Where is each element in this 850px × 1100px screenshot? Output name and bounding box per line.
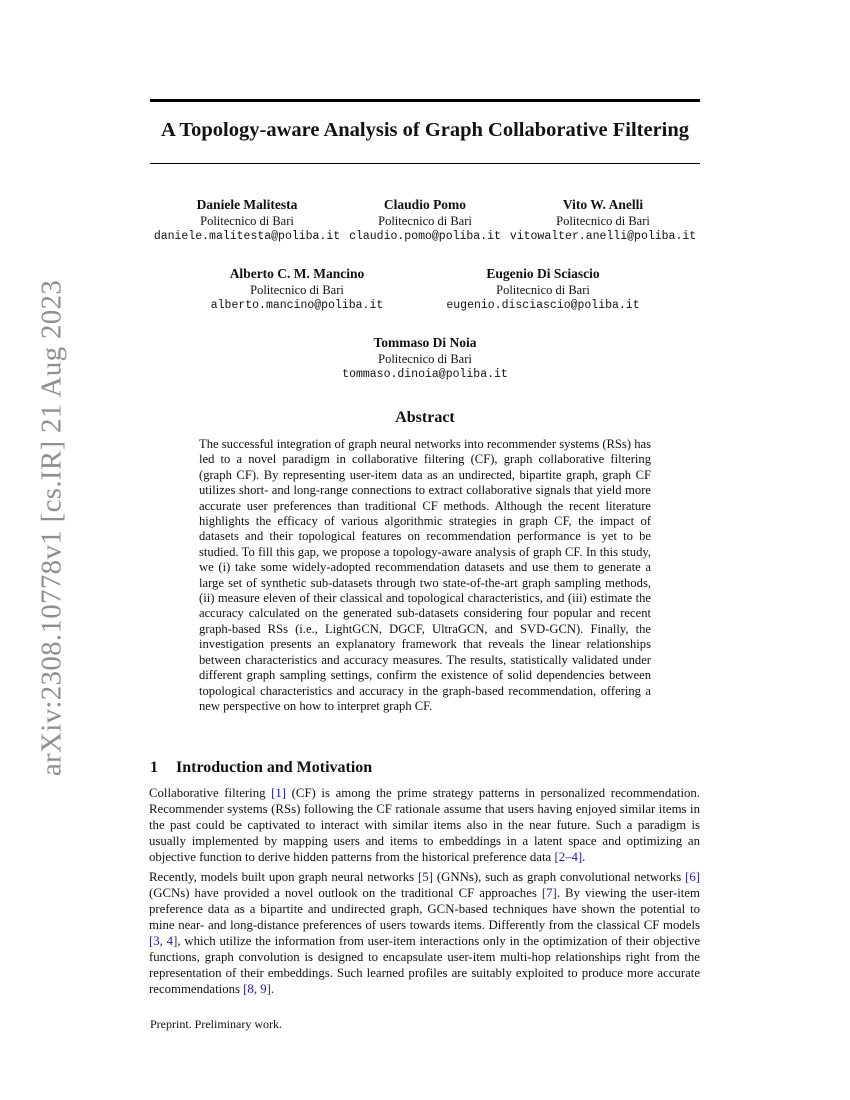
author-affiliation: Politecnico di Bari <box>556 214 650 228</box>
author-email[interactable]: tommaso.dinoia@poliba.it <box>342 368 508 381</box>
author-affiliation: Politecnico di Bari <box>378 352 472 366</box>
author-block <box>147 196 347 245</box>
paragraph-text: . <box>582 850 586 864</box>
author-email[interactable]: vitowalter.anelli@poliba.it <box>509 230 697 243</box>
author-affiliation: Politecnico di Bari <box>200 214 294 228</box>
paragraph-text: Recently, models built upon graph neural networks <box>149 870 419 884</box>
arxiv-identifier-stamp: arXiv:2308.10778v1 [cs.IR] 21 Aug 2023 <box>35 279 68 777</box>
paragraph-text: (GNNs), such as graph convolutional networks <box>432 870 686 884</box>
paragraph-text: Collaborative filtering <box>149 786 272 800</box>
paragraph-text: (CF) is among the prime strategy patterns in personalized recommendation. Recommender systems (RSs) following the CF rationale assume that users having enjoyed similar items in the past could be captivated to interact with similar items also in the near future. Such a paradigm is usually implemented by mapping users and items to embeddings in a latent space and optimizing an objective function to derive hidden patterns from the historical preference data <box>149 786 701 864</box>
author-block <box>503 196 703 245</box>
body-paragraph <box>149 869 700 997</box>
author-email[interactable]: alberto.mancino@poliba.it <box>210 299 384 312</box>
author-name: Tommaso Di Noia <box>373 335 477 350</box>
paragraph-text: . By viewing the user-item preference data as a bipartite and undirected graph, GCN-based techniques have shown the potential to mine near- and long-distance preferences of users towards items. Differently from the classical CF models <box>149 886 700 932</box>
citation-link[interactable]: [7] <box>541 886 557 900</box>
paragraph-text: . <box>270 982 275 996</box>
footer-note: Preprint. Preliminary work. <box>150 1017 282 1031</box>
author-name: Daniele Malitesta <box>196 197 298 212</box>
citation-link[interactable]: [2–4] <box>554 850 583 864</box>
author-name: Eugenio Di Sciascio <box>486 266 600 281</box>
paragraph-text: (GCNs) have provided a novel outlook on the traditional CF approaches <box>149 886 542 900</box>
section-title: Introduction and Motivation <box>176 759 373 776</box>
citation-link[interactable]: [8, 9] <box>243 982 271 996</box>
citation-link[interactable]: [6] <box>685 870 700 884</box>
title-rule-bottom <box>150 163 700 164</box>
author-affiliation: Politecnico di Bari <box>496 283 590 297</box>
author-affiliation: Politecnico di Bari <box>250 283 344 297</box>
paper-title: A Topology-aware Analysis of Graph Collaborative Filtering <box>160 119 690 141</box>
author-block <box>197 265 397 314</box>
author-affiliation: Politecnico di Bari <box>378 214 472 228</box>
author-name: Claudio Pomo <box>383 197 467 212</box>
section-number: 1 <box>150 759 158 776</box>
author-name: Vito W. Anelli <box>562 197 644 212</box>
author-email[interactable]: daniele.malitesta@poliba.it <box>153 230 341 243</box>
author-block <box>325 334 525 383</box>
author-block <box>443 265 643 314</box>
title-rule-top <box>150 99 700 102</box>
abstract-heading: Abstract <box>395 409 455 426</box>
body-paragraph <box>149 785 700 865</box>
author-email[interactable]: claudio.pomo@poliba.it <box>349 230 501 243</box>
author-name: Alberto C. M. Mancino <box>229 266 365 281</box>
author-email[interactable]: eugenio.disciascio@poliba.it <box>446 299 640 312</box>
citation-link[interactable]: [3, 4] <box>149 934 178 948</box>
paragraph-text: , which utilize the information from user-item interactions only in the optimization of their objective functions, graph convolution is designed to encapsulate user-item multi-hop relationships right from the representation of their embeddings. Such learned profiles are suitably exploited to produce more accurate recommendations <box>149 934 701 996</box>
citation-link[interactable]: [5] <box>418 870 433 884</box>
abstract-text: The successful integration of graph neural networks into recommender systems (RSs) has led to a novel paradigm in collaborative filtering (CF), graph collaborative filtering (graph CF). By representing user-item data as an undirected, bipartite graph, graph CF utilizes short- and long-range connections to extract collaborative signals that yield more accurate user preferences than traditional CF methods. Although the recent literature highlights the efficacy of various algorithmic strategies in graph CF, the impact of datasets and their topological features on recommendation performance is yet to be studied. To fill this gap, we propose a topology-aware analysis of graph CF. In this study, we (i) take some widely-adopted recommendation datasets and use them to generate a large set of synthetic sub-datasets through two state-of-the-art graph sampling methods, (ii) measure eleven of their classical and topological characteristics, and (iii) estimate the accuracy calculated on the generated sub-datasets considering four popular and recent graph-based RSs (i.e., LightGCN, DGCF, UltraGCN, and SVD-GCN). Finally, the investigation presents an explanatory framework that reveals the linear relationships between characteristics and accuracy measures. The results, statistically validated under different graph sampling settings, confirm the existence of solid dependencies between topological characteristics and accuracy in the graph-based recommendation, offering a new perspective on how to interpret graph CF. <box>199 437 651 713</box>
author-block <box>325 196 525 245</box>
citation-link[interactable]: [1] <box>271 786 287 800</box>
section-heading <box>150 759 372 777</box>
